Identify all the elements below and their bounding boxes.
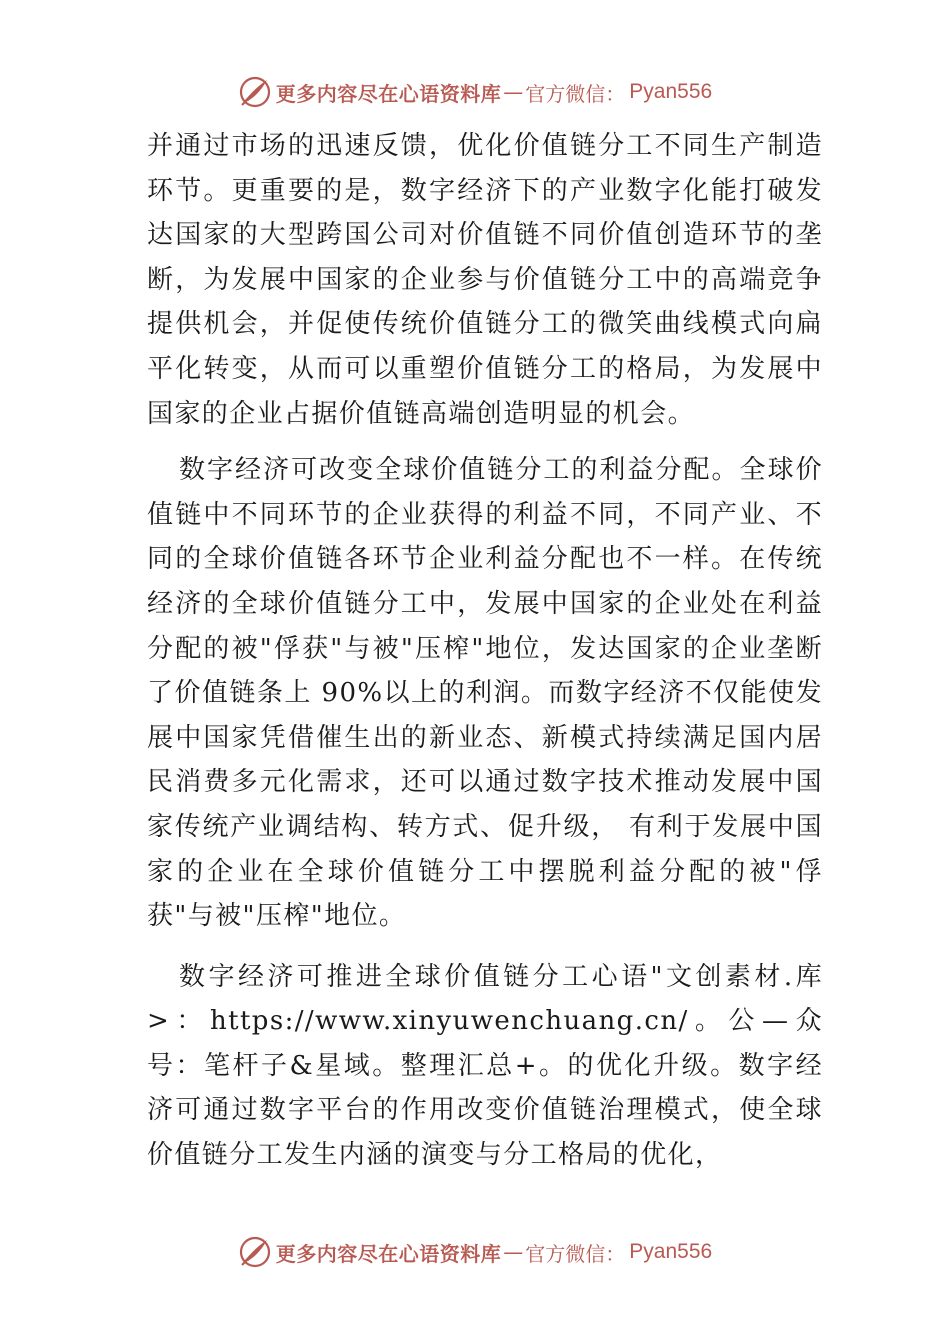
quill-pen-logo-icon <box>238 75 272 109</box>
banner-separator: — <box>503 80 524 104</box>
paragraph-3: 数字经济可推进全球价值链分工心语"文创素材.库>：https://www.xinyuwenchuang.cn/。公—众号：笔杆子&星域。整理汇总+。的优化升级。数字经济可通过数字平台的作用改变价值链治理模式，使全球价值链分工发生内涵的演变与分工格局的优化， <box>147 961 823 1171</box>
banner-title: 更多内容尽在心语资料库 <box>275 1241 502 1266</box>
banner-wechat-id: Pyan556 <box>629 1240 713 1263</box>
header-banner <box>0 72 950 112</box>
paragraph-2: 数字经济可改变全球价值链分工的利益分配。全球价值链中不同环节的企业获得的利益不同，不同产业、不同的全球价值链各环节企业利益分配也不一样。在传统经济的全球价值链分工中，发展中国家的企业处在利益分配的被"俘获"与被"压榨"地位，发达国家的企业垄断了价值链条上 90%以上的利润。而数字经济不仅能使发展中国家凭借催生出的新业态、新模式持续满足国内居民消费多元化需求，还可以通过数字技术推动发展中国家传统产业调结构、转方式、促升级， 有利于发展中国家的企业在全球价值链分工中摆脱利益分配的被"俘获"与被"压榨"地位。 <box>147 455 823 932</box>
document-body <box>147 124 823 1178</box>
banner-separator: — <box>503 1240 524 1264</box>
paragraph-1: 并通过市场的迅速反馈，优化价值链分工不同生产制造环节。更重要的是，数字经济下的产业数字化能打破发达国家的大型跨国公司对价值链不同价值创造环节的垄断，为发展中国家的企业参与价值链分工中的高端竞争提供机会，并促使传统价值链分工的微笑曲线模式向扁平化转变，从而可以重塑价值链分工的格局，为发展中国家的企业占据价值链高端创造明显的机会。 <box>147 131 823 429</box>
banner-wechat-id: Pyan556 <box>629 80 713 103</box>
banner-wechat-label: 官方微信： <box>525 81 626 106</box>
quill-pen-logo-icon <box>238 1235 272 1269</box>
banner-title: 更多内容尽在心语资料库 <box>275 81 502 106</box>
footer-banner <box>0 1232 950 1272</box>
banner-wechat-label: 官方微信： <box>525 1241 626 1266</box>
